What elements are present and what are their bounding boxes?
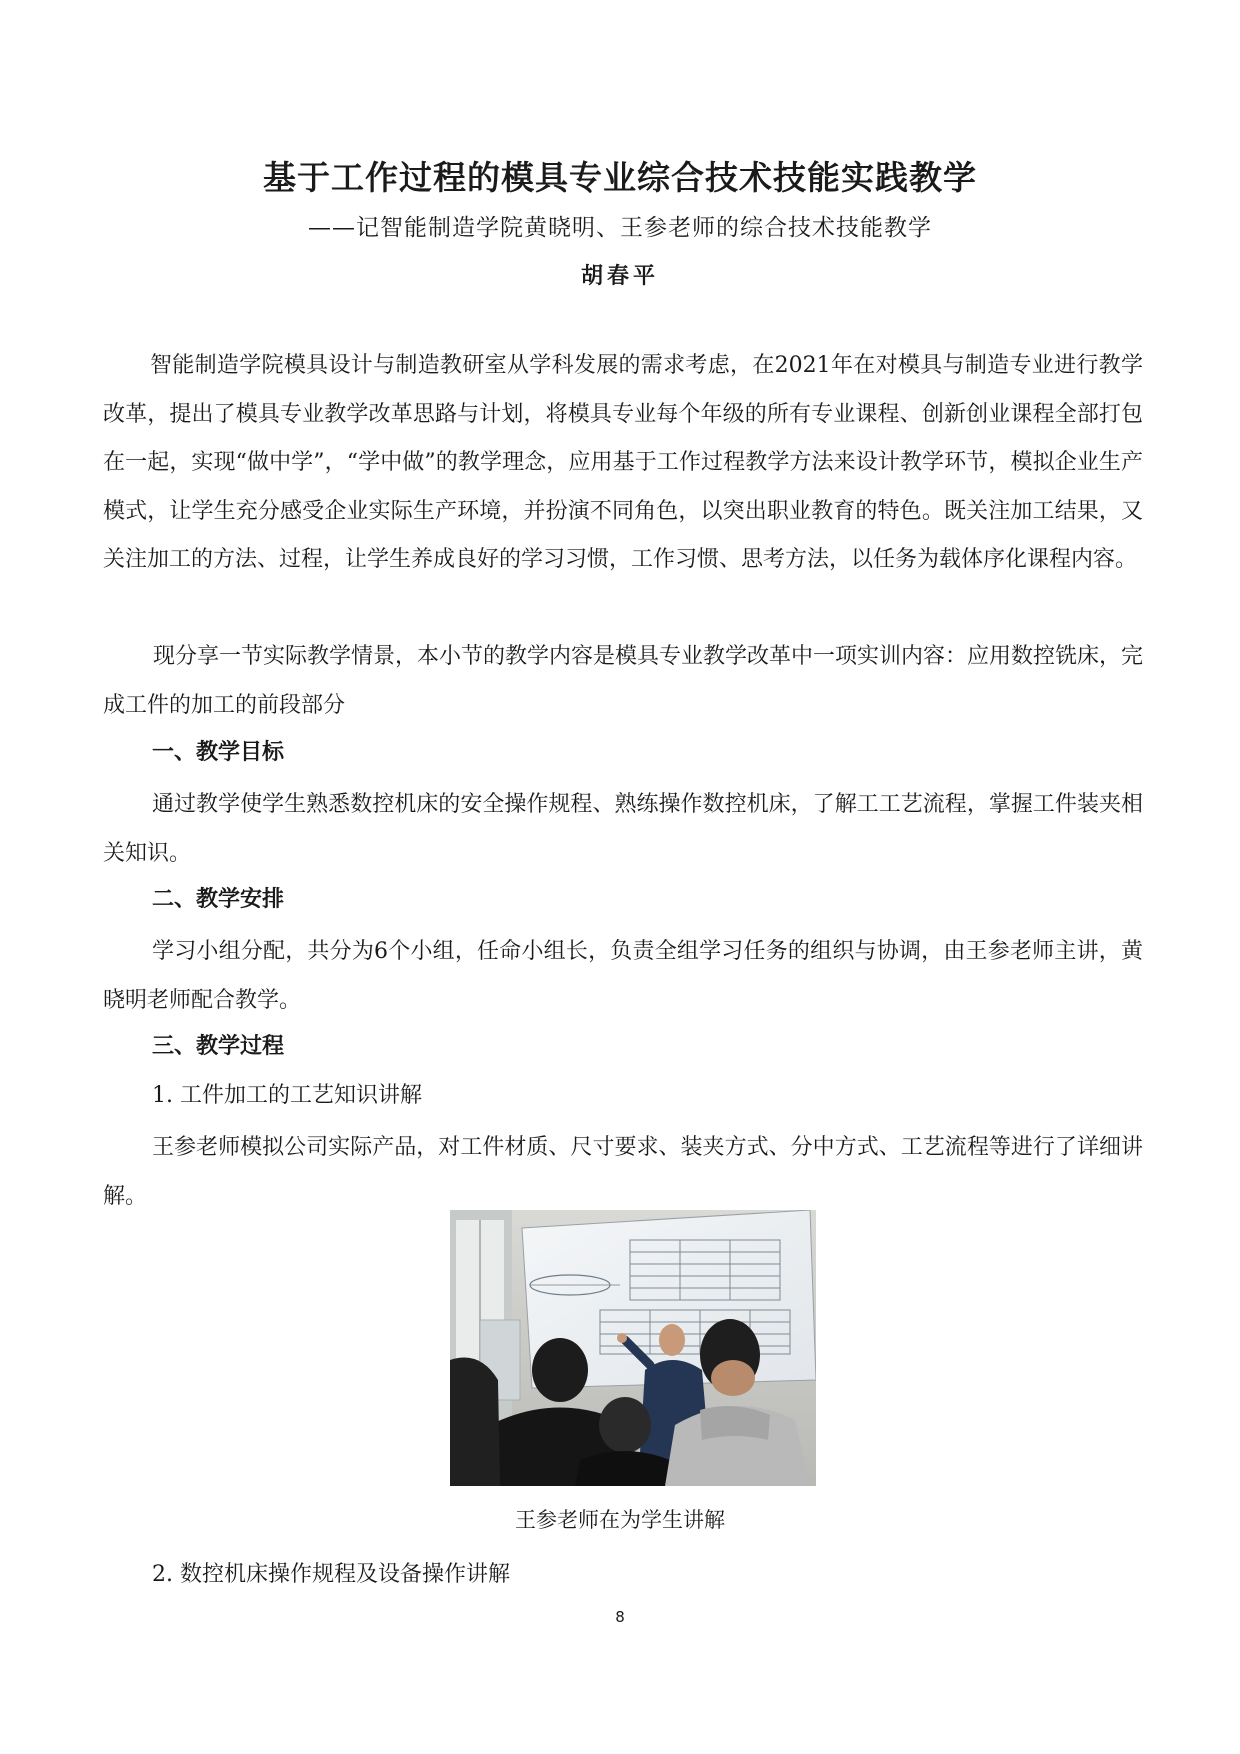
step2-title: 2. 数控机床操作规程及设备操作讲解 bbox=[152, 1562, 510, 1587]
step1-text: 王参老师模拟公司实际产品，对工件材质、尺寸要求、装夹方式、分中方式、工艺流程等进行了详细讲解。 bbox=[103, 1135, 1143, 1209]
photo-caption: 王参老师在为学生讲解 bbox=[515, 1508, 725, 1532]
section-heading-process: 三、教学过程 bbox=[152, 1034, 285, 1059]
section-text-goals: 通过教学使学生熟悉数控机床的安全操作规程、熟练操作数控机床，了解工工艺流程，掌握工件装夹相关知识。 bbox=[103, 792, 1143, 866]
article-title: 基于工作过程的模具专业综合技术技能实践教学 bbox=[263, 158, 977, 197]
article-author: 胡春平 bbox=[580, 263, 659, 289]
article-subtitle: ——记智能制造学院黄晓明、王参老师的综合技术技能教学 bbox=[308, 215, 932, 241]
page-number: 8 bbox=[615, 1608, 625, 1626]
classroom-photo bbox=[450, 1210, 816, 1486]
section-heading-goals: 一、教学目标 bbox=[152, 740, 285, 765]
classroom-photo-illustration bbox=[450, 1210, 816, 1486]
section-text-arrangement: 学习小组分配，共分为6个小组，任命小组长，负责全组学习任务的组织与协调，由王参老师主讲，黄晓明老师配合教学。 bbox=[103, 939, 1143, 1013]
intro-paragraph: 智能制造学院模具设计与制造教研室从学科发展的需求考虑，在2021年在对模具与制造专业进行教学改革，提出了模具专业教学改革思路与计划，将模具专业每个年级的所有专业课程、创新创业课程全部打包在一起，实现“做中学”，“学中做”的教学理念，应用基于工作过程教学方法来设计教学环节，模拟企业生产模式，让学生充分感受企业实际生产环境，并扮演不同角色，以突出职业教育的特色。既关注加工结果，又关注加工的方法、过程，让学生养成良好的学习习惯，工作习惯、思考方法，以任务为载体序化课程内容。 bbox=[103, 353, 1143, 572]
share-paragraph: 现分享一节实际教学情景，本小节的教学内容是模具专业教学改革中一项实训内容：应用数控铣床，完成工件的加工的前段部分 bbox=[103, 644, 1144, 718]
step1-title: 1. 工件加工的工艺知识讲解 bbox=[152, 1083, 422, 1108]
section-heading-arrangement: 二、教学安排 bbox=[152, 887, 285, 912]
